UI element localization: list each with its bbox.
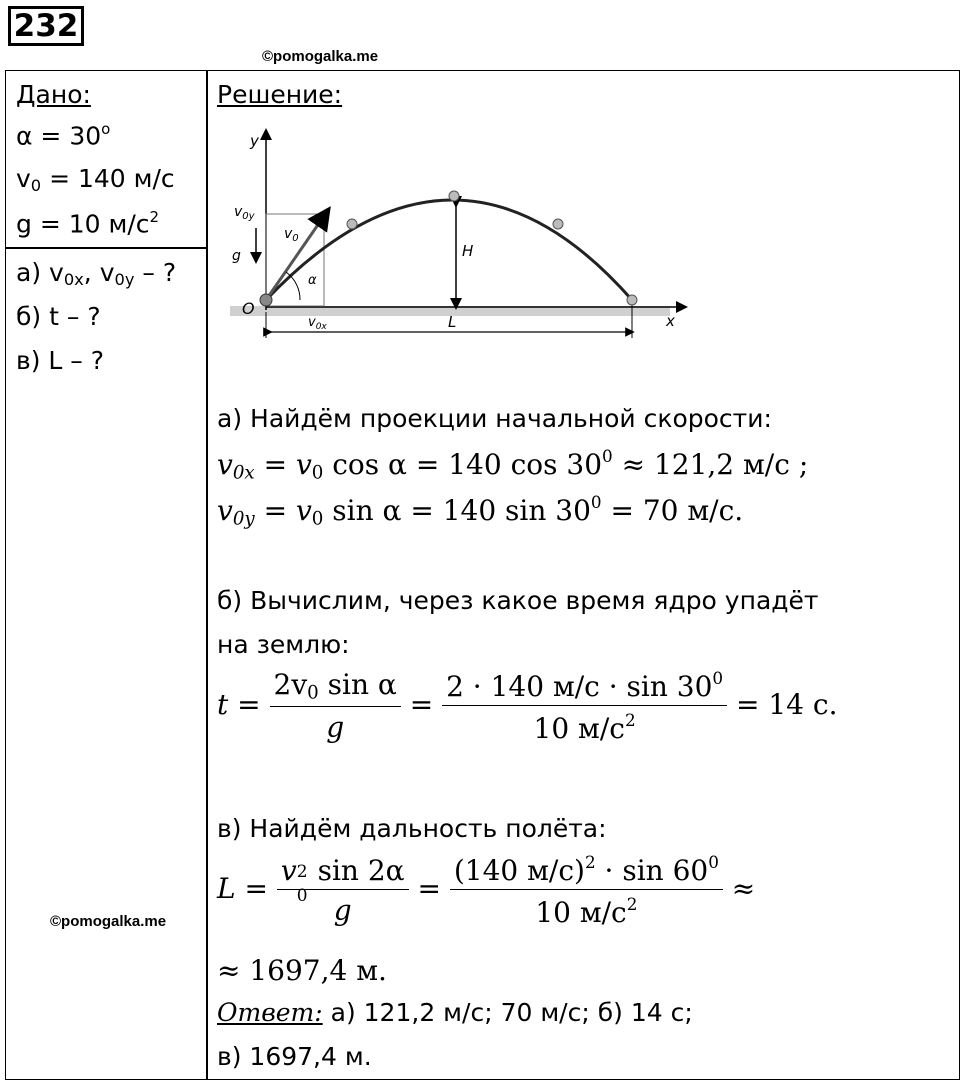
x-axis-label: x: [666, 312, 675, 330]
y-axis-label: y: [250, 132, 259, 150]
column-divider: [206, 70, 208, 1080]
part-b-text-2: на землю:: [217, 630, 350, 659]
answer-line-1: Ответ: а) 121,2 м/с; 70 м/с; б) 14 с;: [217, 998, 693, 1027]
given-v0: $v_0 = 140$ м/с: [16, 164, 175, 196]
part-b-frac-1: $\frac{2v_0 \sin \alpha}{g}$: [270, 668, 401, 744]
problem-number: 232: [8, 6, 84, 46]
find-c: в) L – ?: [16, 346, 105, 375]
solution-header: Решение:: [217, 80, 343, 109]
part-c-result: ≈ 1697,4 м.: [217, 954, 387, 987]
given-header: Дано:: [16, 80, 91, 109]
projectile-start: [260, 294, 272, 306]
part-a-text: а) Найдём проекции начальной скорости:: [217, 404, 772, 433]
watermark-top: ©pomogalka.me: [262, 48, 379, 65]
trajectory-point-1: [347, 219, 357, 229]
v0y-label: $v_{0y}$: [234, 204, 255, 222]
answer-line-2: в) 1697,4 м.: [217, 1042, 372, 1071]
trajectory-point-end: [627, 295, 637, 305]
given-alpha: $\alpha = 30^o$: [16, 120, 111, 151]
given-find-divider: [5, 247, 207, 249]
v0x-label: $v_{0x}$: [308, 315, 327, 332]
find-b: б) t – ?: [16, 302, 101, 331]
origin-label: O: [242, 299, 255, 318]
given-g: g = 10 $м/с^2$: [16, 208, 160, 239]
trajectory-point-3: [553, 219, 563, 229]
find-a: а) $v_{0x}$, $v_{0y}$ – ?: [16, 258, 177, 290]
v0-label: $v_0$: [284, 226, 299, 244]
part-a-eq1: $v_{0x} = v_0$ cos α = 140 $\cos 30^0 \approx 121,2$ м/с ;: [217, 446, 809, 484]
trajectory-point-top: [449, 191, 459, 201]
watermark-bottom: ©pomogalka.me: [50, 913, 167, 930]
range-label: L: [448, 313, 457, 331]
alpha-label: α: [308, 273, 317, 288]
part-c-text: в) Найдём дальность полёта:: [217, 814, 607, 843]
part-c-eq: L = v 2 0 sin 2α g = $\frac{(140 м/с)^2 \cdot \sin 60^0}{10 м/с^2}$ ≈: [217, 852, 756, 929]
g-label: g: [232, 248, 241, 264]
height-label: H: [462, 242, 474, 260]
answer-label: Ответ:: [217, 998, 323, 1027]
part-c-frac-2: $\frac{(140 м/с)^2 \cdot \sin 60^0}{10 м/с^2}$: [450, 852, 723, 929]
trajectory: [266, 200, 632, 300]
part-b-frac-2: $\frac{2 \cdot 140 м/с \cdot \sin 30^0}{10 м/с^2}$: [442, 668, 727, 745]
part-b-text-1: б) Вычислим, через какое время ядро упадёт: [217, 586, 819, 615]
projectile-diagram: [220, 120, 700, 350]
part-a-eq2: $v_{0y} = v_0$ sin α = 140 $\sin 30^0 = 70$ м/с.: [217, 492, 744, 530]
part-b-eq: t = $\frac{2v_0 \sin \alpha}{g}$ = $\frac{2 \cdot 140 м/с \cdot \sin 30^0}{10 м/с^2}$ = 14 с.: [217, 668, 838, 745]
part-c-frac-1: v 2 0 sin 2α g: [277, 854, 409, 927]
